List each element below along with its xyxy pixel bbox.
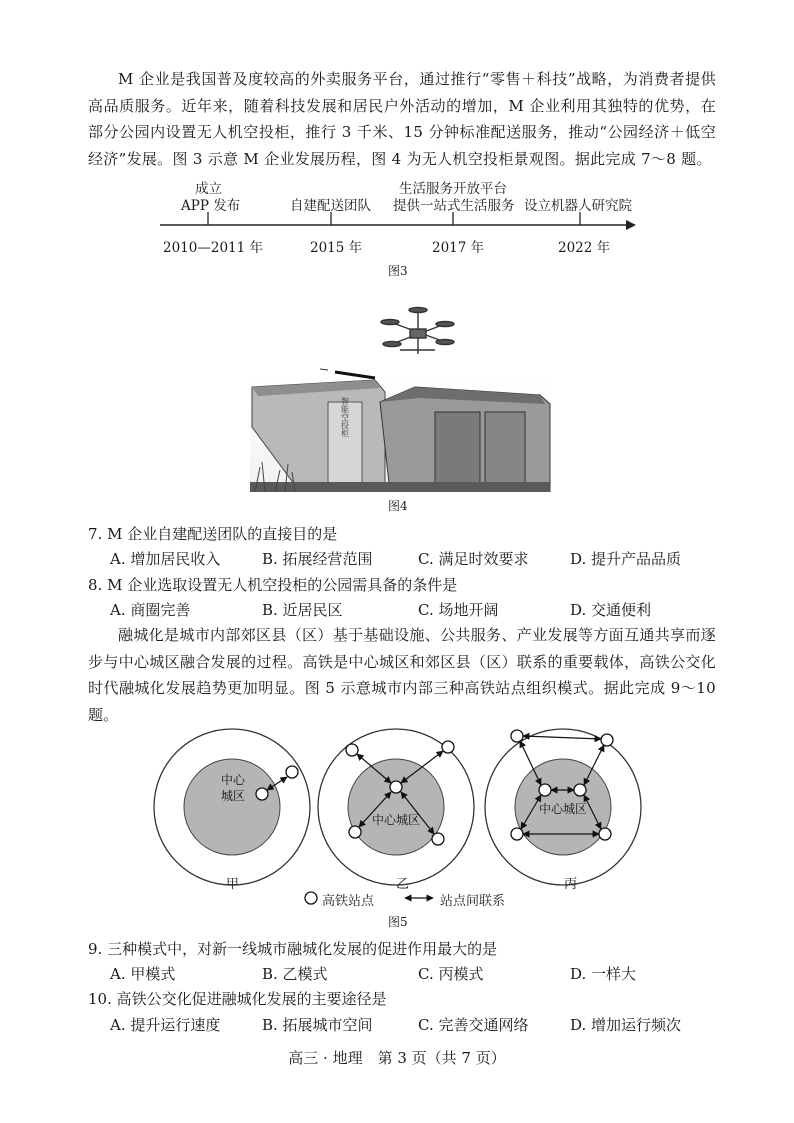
mode-bing-diagram xyxy=(485,729,641,885)
question-10: 10. 高铁公交化促进融城化发展的主要途径是 xyxy=(88,990,387,1008)
event-label: 生活服务开放平台 xyxy=(399,181,507,197)
station-icon xyxy=(599,828,611,840)
center-label: 中心城区 xyxy=(371,813,421,827)
event-label: 自建配送团队 xyxy=(290,198,371,214)
option-a[interactable]: A. 商圈完善 xyxy=(110,601,191,619)
center-label: 中心 xyxy=(220,773,246,787)
mode-jia-diagram xyxy=(154,729,310,885)
station-icon xyxy=(256,788,268,800)
option-d[interactable]: D. 提升产品品质 xyxy=(570,550,682,568)
option-b[interactable]: B. 拓展经营范围 xyxy=(262,550,373,568)
option-d[interactable]: D. 交通便利 xyxy=(570,601,652,619)
option-b[interactable]: B. 拓展城市空间 xyxy=(262,1016,373,1034)
station-icon xyxy=(511,828,523,840)
figure-caption: 图4 xyxy=(388,499,408,513)
station-icon xyxy=(432,833,444,845)
option-b[interactable]: B. 近居民区 xyxy=(262,601,343,619)
timeline-axis xyxy=(0,210,794,270)
question-10-options xyxy=(110,1014,710,1035)
mode-yi-diagram xyxy=(318,729,474,885)
year-label: 2022 年 xyxy=(558,240,611,256)
drone-icon xyxy=(381,308,454,355)
question-7-options xyxy=(110,548,710,569)
event-label: 成立 xyxy=(195,181,222,197)
option-b[interactable]: B. 乙模式 xyxy=(262,965,328,983)
question-9: 9. 三种模式中，对新一线城市融城化发展的促进作用最大的是 xyxy=(88,940,498,958)
year-label: 2010—2011 年 xyxy=(163,240,264,256)
option-c[interactable]: C. 丙模式 xyxy=(418,965,484,983)
passage-text: 融城化是城市内部郊区县（区）基于基础设施、公共服务、产业发展等方面互通共享而逐步与中心城区融合发展的过程。高铁是中心城区和郊区县（区）联系的重要载体，高铁公交化时代融城化发展趋势更加明显。图 5 示意城市内部三种高铁站点组织模式。据此完成 9～10 题。 xyxy=(88,626,716,724)
drone-locker-photo xyxy=(240,292,560,492)
option-c[interactable]: C. 完善交通网络 xyxy=(418,1016,529,1034)
question-7: 7. M 企业自建配送团队的直接目的是 xyxy=(88,525,338,543)
event-label: 提供一站式生活服务 xyxy=(393,198,515,214)
question-9-options xyxy=(110,963,710,984)
year-label: 2015 年 xyxy=(310,240,363,256)
year-label: 2017 年 xyxy=(432,240,485,256)
center-label: 城区 xyxy=(220,789,246,803)
passage-intro-m-enterprise xyxy=(88,66,716,172)
legend-station-label: 高铁站点 xyxy=(322,894,375,909)
panel-label-yi: 乙 xyxy=(396,877,410,892)
option-a[interactable]: A. 增加居民收入 xyxy=(110,550,221,568)
center-label: 中心城区 xyxy=(538,802,588,816)
option-a[interactable]: A. 提升运行速度 xyxy=(110,1016,221,1034)
panel-label-bing: 丙 xyxy=(564,877,578,892)
question-8-options xyxy=(110,599,710,620)
panel-label-jia: 甲 xyxy=(226,877,240,892)
station-icon xyxy=(442,741,454,753)
figure-caption: 图3 xyxy=(388,264,408,278)
legend-link-label: 站点间联系 xyxy=(440,894,506,909)
station-icon xyxy=(286,766,298,778)
station-icon xyxy=(574,784,586,796)
station-icon xyxy=(390,781,402,793)
figure-caption: 图5 xyxy=(388,915,408,929)
question-8: 8. M 企业选取设置无人机空投柜的公园需具备的条件是 xyxy=(88,576,458,594)
locker-sign: 智能空投柜 xyxy=(340,397,350,437)
station-icon xyxy=(511,730,523,742)
station-icon xyxy=(539,784,551,796)
legend-station-icon xyxy=(305,892,317,904)
station-icon xyxy=(346,744,358,756)
station-icon xyxy=(601,734,613,746)
option-c[interactable]: C. 满足时效要求 xyxy=(418,550,529,568)
event-label: APP 发布 xyxy=(181,198,241,214)
option-a[interactable]: A. 甲模式 xyxy=(110,965,176,983)
timeline-arrow-icon xyxy=(626,220,636,230)
station-icon xyxy=(349,826,361,838)
passage-text: M 企业是我国普及度较高的外卖服务平台，通过推行“零售＋科技”战略，为消费者提供高品质服务。近年来，随着科技发展和居民户外活动的增加，M 企业利用其独特的优势，在部分公园内设置无人机空投柜，推行 3 千米、15 分钟标准配送服务，推动“公园经济＋低空经济”发展。图 3 示意 M 企业发展历程，图 4 为无人机空投柜景观图。据此完成 7～8 题。 xyxy=(88,70,716,168)
option-c[interactable]: C. 场地开阔 xyxy=(418,601,499,619)
event-label: 设立机器人研究院 xyxy=(524,198,632,214)
option-d[interactable]: D. 一样大 xyxy=(570,965,637,983)
page-footer: 高三 · 地理 第 3 页（共 7 页） xyxy=(288,1049,506,1067)
option-d[interactable]: D. 增加运行频次 xyxy=(570,1016,682,1034)
